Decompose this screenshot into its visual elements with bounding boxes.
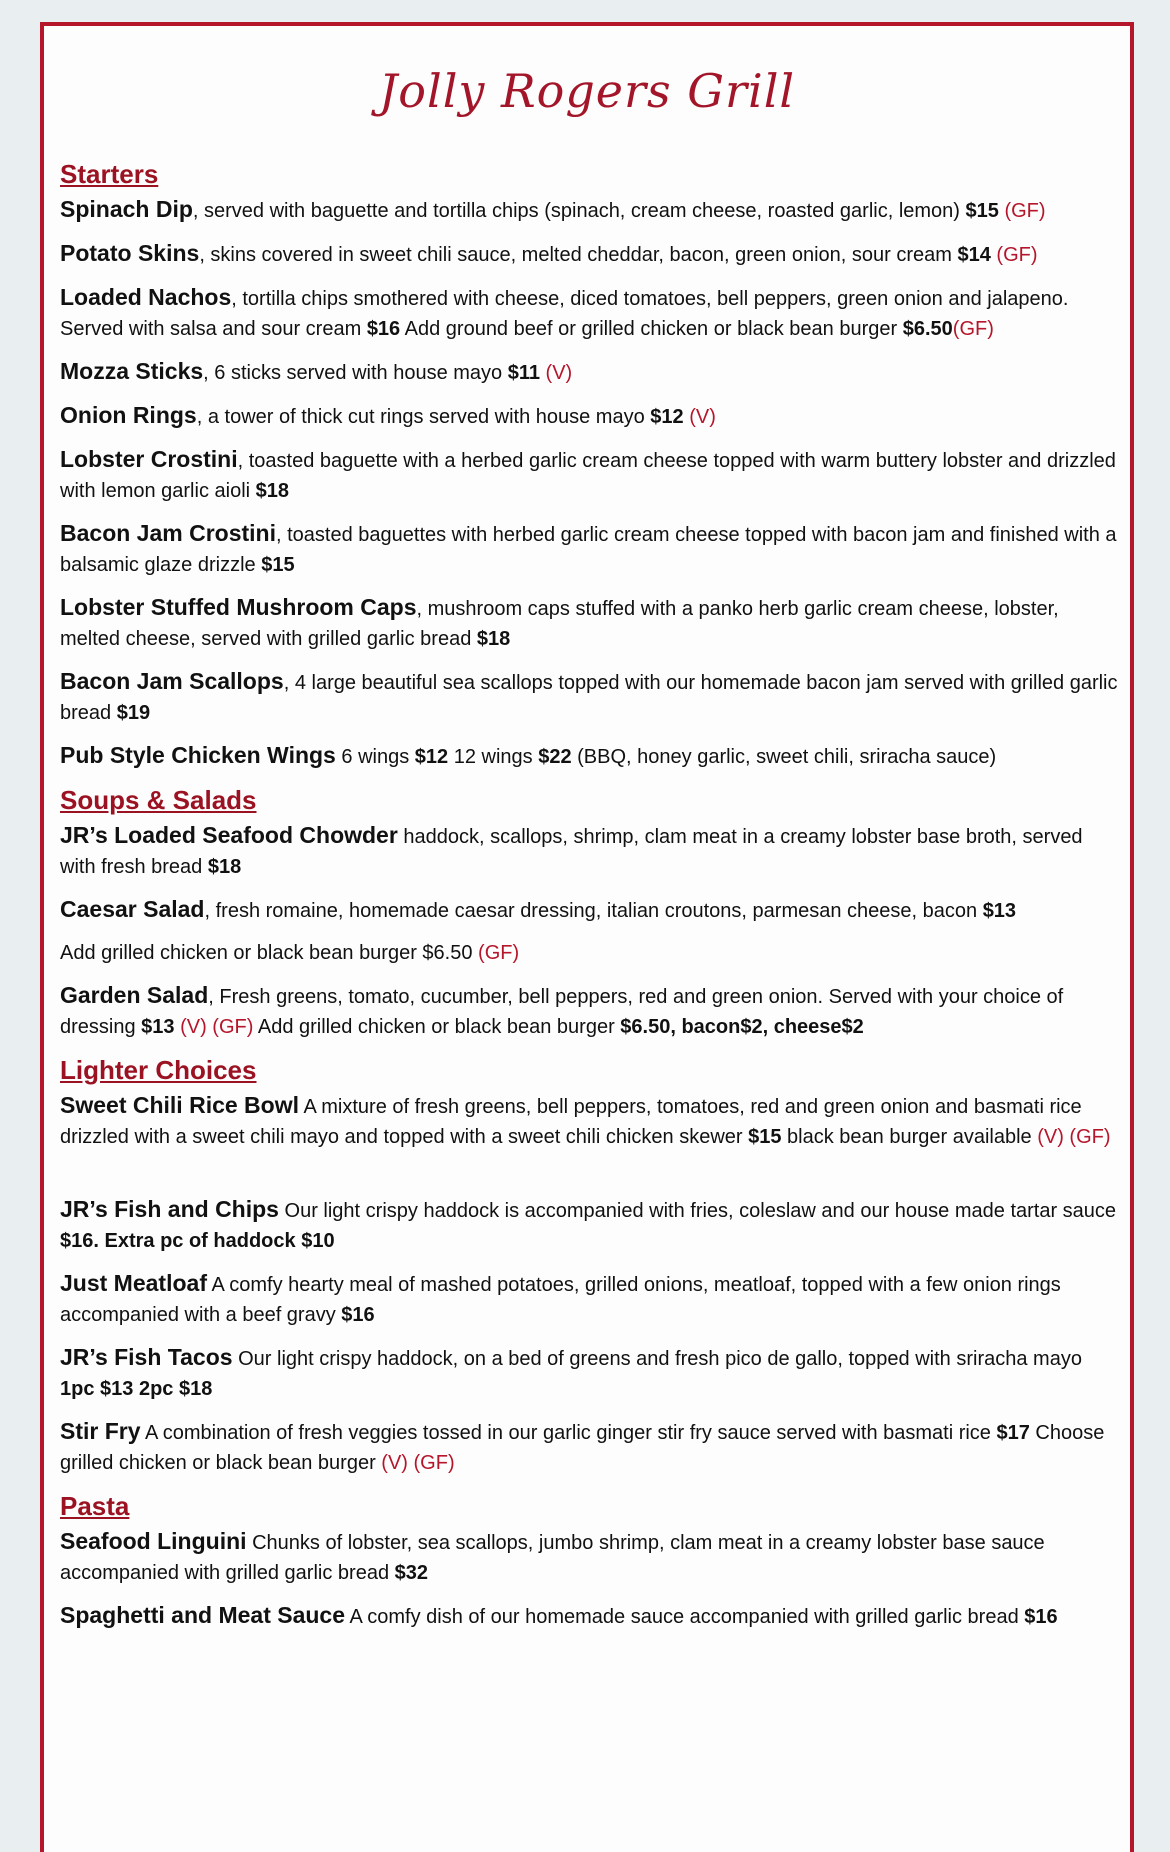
item-name: Bacon Jam Crostini: [60, 520, 276, 546]
menu-content: [60, 158, 1120, 1644]
item-price: $16: [1024, 1606, 1058, 1628]
menu-item: [60, 1194, 1120, 1256]
item-name: Lobster Crostini: [60, 446, 238, 472]
item-description: , mushroom caps stuffed with a panko herb garlic cream cheese, lobster, melted cheese, served with grilled garlic bread: [60, 598, 1059, 650]
item-price: $11: [507, 362, 540, 384]
restaurant-title: Jolly Rogers Grill: [378, 64, 796, 118]
item-price: $13: [141, 1016, 175, 1038]
menu-item: [60, 356, 1120, 388]
item-price: $15: [965, 200, 999, 222]
item-name: Spaghetti and Meat Sauce: [60, 1602, 346, 1628]
item-description: , 6 sticks served with house mayo: [203, 362, 508, 384]
item-price: $15: [748, 1126, 782, 1148]
item-description: haddock, scallops, shrimp, clam meat in a creamy lobster base broth, served with fresh bread: [60, 826, 1083, 878]
item-name: Onion Rings: [60, 402, 197, 428]
item-price: $13: [982, 900, 1017, 922]
menu-item: [60, 238, 1120, 270]
item-name: Potato Skins: [60, 240, 200, 266]
section-title: Lighter Choices: [60, 1055, 257, 1085]
dietary-tags: (GF): [998, 200, 1046, 222]
item-description: , tortilla chips smothered with cheese, diced tomatoes, bell peppers, green onion and jalapeno. Served with salsa and sour cream: [60, 288, 1069, 340]
menu-item: [60, 194, 1120, 226]
dietary-tags: (GF): [952, 318, 994, 340]
item-name: Sweet Chili Rice Bowl: [60, 1092, 299, 1118]
item-description: Our light crispy haddock is accompanied with fries, coleslaw and our house made tartar sauce: [278, 1200, 1117, 1222]
menu-item: [60, 1342, 1120, 1404]
menu-item: [60, 282, 1120, 344]
item-price: $18: [207, 856, 242, 878]
item-price: $12: [650, 406, 684, 428]
item-name: JR’s Fish and Chips: [60, 1196, 279, 1222]
menu-item: [60, 1416, 1120, 1478]
section-title: Soups & Salads: [60, 785, 257, 815]
item-name: Loaded Nachos: [60, 284, 232, 310]
item-description: A comfy dish of our homemade sauce accompanied with grilled garlic bread: [345, 1606, 1025, 1628]
menu-item: [60, 740, 1120, 772]
item-extra-price: $6.50: [902, 318, 953, 340]
dietary-tags: (V) (GF): [174, 1016, 254, 1038]
dietary-tags: (GF): [472, 942, 520, 964]
item-price: $12: [414, 746, 449, 768]
item-extra: 12 wings: [448, 746, 539, 768]
item-description: , a tower of thick cut rings served with house mayo: [196, 406, 651, 428]
item-price: $16: [366, 318, 401, 340]
item-addon: (BBQ, honey garlic, sweet chili, sriracha sauce): [571, 746, 997, 768]
item-addon: Add grilled chicken or black bean burger: [253, 1016, 621, 1038]
menu-item: [60, 666, 1120, 728]
item-name: Seafood Linguini: [60, 1528, 247, 1554]
item-description: 6 wings: [335, 746, 415, 768]
menu-item: [60, 518, 1120, 580]
dietary-tags: (V) (GF): [1031, 1126, 1111, 1148]
menu-item: [60, 1600, 1120, 1632]
dietary-tags: (GF): [990, 244, 1038, 266]
item-price: $17: [996, 1422, 1030, 1444]
item-description: , toasted baguettes with herbed garlic cream cheese topped with bacon jam and finished with a balsamic glaze drizzle: [60, 524, 1117, 576]
item-name: Garden Salad: [60, 982, 209, 1008]
item-name: Stir Fry: [60, 1418, 141, 1444]
item-price: $18: [255, 480, 290, 502]
item-description: Add grilled chicken or black bean burger $6.50: [60, 942, 473, 964]
item-description: A mixture of fresh greens, bell peppers, tomatoes, red and green onion and basmati rice drizzled with a sweet chili mayo and topped with a sweet chili chicken skewer: [60, 1096, 1082, 1148]
item-description: , Fresh greens, tomato, cucumber, bell peppers, red and green onion. Served with your choice of dressing: [60, 986, 1064, 1038]
item-name: Pub Style Chicken Wings: [60, 742, 336, 768]
section-title: Pasta: [60, 1491, 130, 1521]
item-price: $18: [476, 628, 511, 650]
item-price: $16. Extra pc of haddock $10: [60, 1230, 335, 1252]
item-description: , skins covered in sweet chili sauce, melted cheddar, bacon, green onion, sour cream: [199, 244, 958, 266]
dietary-tags: (V): [683, 406, 716, 428]
item-addon-price: $6.50, bacon$2, cheese$2: [620, 1016, 864, 1038]
menu-item: [60, 980, 1120, 1042]
dietary-tags: (V) (GF): [375, 1452, 455, 1474]
item-extra: Add ground beef or grilled chicken or black bean burger: [400, 318, 903, 340]
item-addon: Choose grilled chicken or black bean burger: [60, 1422, 1105, 1474]
item-price: $19: [116, 702, 151, 724]
item-description: , served with baguette and tortilla chips (spinach, cream cheese, roasted garlic, lemon): [192, 200, 966, 222]
item-name: JR’s Loaded Seafood Chowder: [60, 822, 398, 848]
item-description: A comfy hearty meal of mashed potatoes, grilled onions, meatloaf, topped with a few onion rings accompanied with a beef gravy: [60, 1274, 1061, 1326]
item-price: $15: [261, 554, 295, 576]
item-extra: black bean burger available: [781, 1126, 1032, 1148]
item-name: Just Meatloaf: [60, 1270, 207, 1296]
item-description: , 4 large beautiful sea scallops topped with our homemade bacon jam served with grilled garlic bread: [60, 672, 1118, 724]
menu-item: [60, 400, 1120, 432]
section-title: Starters: [60, 159, 159, 189]
item-name: Bacon Jam Scallops: [60, 668, 284, 694]
item-description: Chunks of lobster, sea scallops, jumbo shrimp, clam meat in a creamy lobster base sauce accompanied with grilled garlic bread: [60, 1532, 1045, 1584]
item-name: Caesar Salad: [60, 896, 205, 922]
item-description: , toasted baguette with a herbed garlic cream cheese topped with warm buttery lobster and drizzled with lemon garlic aioli: [60, 450, 1116, 502]
item-price: 1pc $13 2pc $18: [60, 1378, 213, 1400]
item-description: Our light crispy haddock, on a bed of greens and fresh pico de gallo, topped with sriracha mayo: [232, 1348, 1082, 1370]
menu-item: [60, 894, 1120, 926]
item-name: JR’s Fish Tacos: [60, 1344, 233, 1370]
item-price: $14: [957, 244, 991, 266]
menu-item: [60, 820, 1120, 882]
spacer: [60, 1164, 1120, 1194]
menu-item: [60, 444, 1120, 506]
menu-item: [60, 1526, 1120, 1588]
dietary-tags: (V): [540, 362, 573, 384]
item-name: Spinach Dip: [60, 196, 193, 222]
item-description: , fresh romaine, homemade caesar dressing, italian croutons, parmesan cheese, bacon: [204, 900, 983, 922]
menu-item: [60, 1268, 1120, 1330]
item-name: Lobster Stuffed Mushroom Caps: [60, 594, 417, 620]
item-extra-price: $22: [538, 746, 572, 768]
menu-item: [60, 938, 1120, 968]
item-price: $16: [341, 1304, 375, 1326]
item-description: A combination of fresh veggies tossed in our garlic ginger stir fry sauce served with basmati rice: [140, 1422, 997, 1444]
menu-item: [60, 1090, 1120, 1152]
menu-item: [60, 592, 1120, 654]
item-name: Mozza Sticks: [60, 358, 204, 384]
item-price: $32: [394, 1562, 428, 1584]
